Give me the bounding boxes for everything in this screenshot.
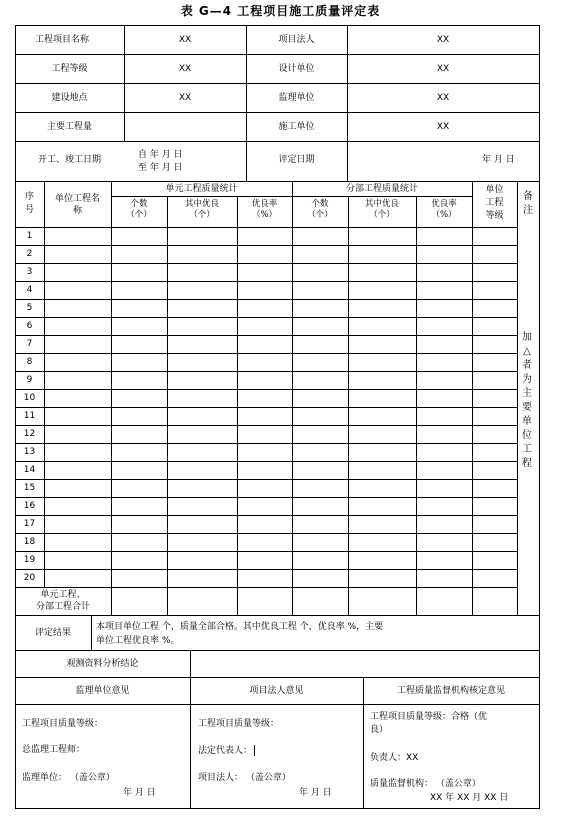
sup-engineer: 总监理工程师：	[22, 745, 86, 755]
row-number: 6	[26, 321, 33, 331]
grid-line	[15, 650, 540, 651]
unit-count-header: 个数（个）	[126, 199, 152, 220]
grid-line	[15, 141, 540, 142]
grid-line	[472, 181, 473, 616]
row-number: 5	[26, 303, 33, 313]
grid-line	[15, 443, 518, 444]
grid-line	[15, 587, 518, 588]
result-label: 评定结果	[34, 628, 71, 638]
row-number: 9	[26, 375, 33, 385]
leg-rep: 法定代表人：	[198, 746, 253, 756]
construction-unit-value: XX	[436, 122, 450, 132]
unit-grade-header: 单位工程等级	[485, 185, 504, 221]
unit-rate-header: 优良率（%）	[251, 199, 278, 220]
grid-line	[517, 181, 518, 616]
result-line2: 单位工程优良率 %。	[96, 636, 180, 646]
grid-line	[348, 196, 349, 616]
grid-line	[15, 677, 540, 678]
grid-line	[15, 407, 518, 408]
grid-line	[167, 196, 168, 616]
eval-date-label: 评定日期	[278, 155, 315, 165]
end-date: 至 年 月 日	[138, 163, 183, 173]
row-number: 17	[23, 519, 36, 529]
agency-date: XX 年 XX 月 XX 日	[430, 793, 509, 803]
grid-line	[15, 461, 518, 462]
division-count-header: 个数（个）	[307, 199, 333, 220]
total-label-line1: 单元工程、	[40, 590, 86, 600]
grid-line	[44, 181, 45, 588]
project-name-label: 工程项目名称	[34, 35, 89, 45]
construction-unit-label: 施工单位	[278, 122, 315, 132]
grid-line	[15, 497, 518, 498]
grid-line	[15, 263, 518, 264]
row-number: 11	[23, 411, 36, 421]
grid-line	[15, 615, 540, 616]
grid-line	[292, 181, 293, 616]
project-name-value: XX	[178, 35, 192, 45]
grid-line	[15, 371, 518, 372]
design-unit-label: 设计单位	[278, 64, 315, 74]
row-number: 19	[23, 555, 36, 565]
row-number: 2	[26, 249, 33, 259]
row-number: 14	[23, 465, 36, 475]
location-value: XX	[178, 93, 192, 103]
grid-line	[15, 83, 540, 84]
leg-date: 年 月 日	[299, 788, 332, 798]
eval-date-value: 年 月 日	[482, 155, 515, 165]
result-line1: 本项目单位工程 个，质量全部合格。其中优良工程 个，优良率 %，主要	[96, 622, 384, 632]
main-quantity-label: 主要工程量	[46, 122, 92, 132]
agency-org: 质量监督机构： （盖公章）	[370, 779, 481, 789]
grid-line	[15, 245, 518, 246]
agency-grade-line2: 良）	[370, 725, 389, 735]
grid-line	[15, 533, 518, 534]
design-unit-value: XX	[436, 64, 450, 74]
grid-line	[15, 181, 540, 182]
form-title: 表 G—4 工程项目施工质量评定表	[180, 4, 381, 18]
grid-line	[15, 25, 540, 26]
row-number: 7	[26, 339, 33, 349]
grid-line	[15, 335, 518, 336]
row-number: 4	[26, 285, 33, 295]
agency-grade-line1: 工程项目质量等级：合格（优	[370, 712, 488, 722]
grid-line	[15, 112, 540, 113]
grid-line	[15, 389, 518, 390]
row-number: 12	[23, 429, 36, 439]
legal-opinion-title: 项目法人意见	[249, 686, 304, 696]
remarks-note: 加△者为主要单位工程	[522, 332, 532, 469]
start-date: 自 年 月 日	[138, 150, 183, 160]
text-cursor	[254, 745, 255, 756]
grade-value: XX	[178, 64, 192, 74]
grid-line	[15, 808, 540, 809]
sup-unit: 监理单位： （盖公章）	[22, 773, 115, 783]
grid-line	[15, 299, 518, 300]
grid-line	[15, 425, 518, 426]
supervision-opinion-title: 监理单位意见	[75, 686, 130, 696]
supervision-unit-value: XX	[436, 93, 450, 103]
row-number: 8	[26, 357, 33, 367]
unit-name-header: 单位工程名称	[54, 194, 100, 216]
division-excellent-header: 其中优良（个）	[364, 199, 399, 220]
dates-label: 开工、竣工日期	[37, 155, 101, 165]
row-number: 13	[23, 447, 36, 457]
legal-person-value: XX	[436, 35, 450, 45]
leg-rep-line	[198, 745, 255, 757]
row-number: 1	[26, 231, 33, 241]
division-stats-header: 分部工程质量统计	[345, 184, 418, 194]
grid-line	[91, 615, 92, 651]
supervision-unit-label: 监理单位	[278, 93, 315, 103]
remarks-header: 备注	[523, 191, 533, 216]
grid-line	[416, 196, 417, 616]
grid-line	[539, 25, 540, 809]
agency-opinion-title: 工程质量监督机构核定意见	[396, 686, 505, 696]
grid-line	[15, 227, 518, 228]
total-label-line2: 分部工程合计	[35, 602, 90, 612]
leg-unit: 项目法人： （盖公章）	[198, 773, 291, 783]
row-number: 3	[26, 267, 33, 277]
grid-line	[15, 317, 518, 318]
row-number: 10	[23, 393, 36, 403]
grid-line	[15, 551, 518, 552]
row-number: 20	[23, 573, 36, 583]
unit-excellent-header: 其中优良（个）	[184, 199, 219, 220]
grid-line	[15, 515, 518, 516]
grid-line	[15, 353, 518, 354]
seq-header: 序号	[24, 192, 34, 215]
grid-line	[15, 54, 540, 55]
grid-line	[111, 181, 112, 616]
row-number: 15	[23, 483, 36, 493]
analysis-label: 观测资料分析结论	[66, 659, 139, 669]
row-number: 16	[23, 501, 36, 511]
unit-stats-header: 单元工程质量统计	[165, 184, 238, 194]
location-label: 建设地点	[51, 93, 88, 103]
grid-line	[15, 704, 540, 705]
leg-grade: 工程项目质量等级：	[198, 719, 280, 729]
grid-line	[15, 479, 518, 480]
grid-line	[15, 569, 518, 570]
sup-date: 年 月 日	[123, 788, 156, 798]
row-number: 18	[23, 537, 36, 547]
division-rate-header: 优良率（%）	[431, 199, 457, 220]
grid-line	[190, 650, 191, 809]
grid-line	[15, 281, 518, 282]
grid-line	[237, 196, 238, 616]
agency-person: 负责人：XX	[370, 753, 419, 763]
grade-label: 工程等级	[51, 64, 88, 74]
legal-person-label: 项目法人	[278, 35, 315, 45]
sup-grade: 工程项目质量等级：	[22, 719, 104, 729]
